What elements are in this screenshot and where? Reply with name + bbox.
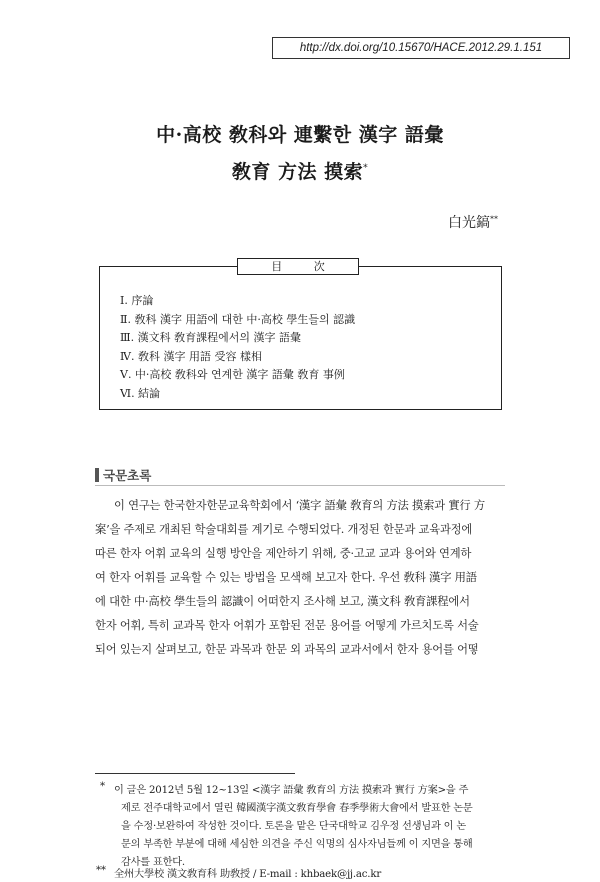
author-footnote-mark: **: [490, 214, 498, 224]
footnote-1-mark: *: [100, 781, 105, 792]
author-name: 白光鎬: [448, 215, 490, 231]
abstract-line: 되어 있는지 살펴보고, 한문 과목과 한문 외 과목의 교과서에서 한자 용어를 어떻: [95, 643, 479, 656]
toc-list: [120, 292, 355, 403]
toc-item: Ⅲ. 漢文科 敎育課程에서의 漢字 語彙: [120, 331, 301, 344]
author: [448, 212, 498, 232]
abstract-line: 案’을 주제로 개최된 학술대회를 계기로 수행되었다. 개정된 한문과 교육과정에: [95, 523, 473, 536]
toc-item: Ⅵ. 結論: [120, 386, 161, 400]
title-footnote-mark: *: [363, 163, 369, 174]
footnote-divider: [95, 773, 295, 774]
abstract-line: 이 연구는 한국한자한문교육학회에서 ‘漢字 語彙 敎育의 方法 摸索과 實行 方: [114, 499, 486, 512]
abstract-line: 한자 어휘, 특히 교과목 한자 어휘가 포함된 전문 용어를 어떻게 가르치도록 서술: [95, 619, 479, 632]
footnote-1-line: 이 글은 2012년 5월 12~13일 <漢字 語彙 敎育의 方法 摸索과 實行 方案>을 주: [114, 785, 469, 796]
toc-item: Ⅰ. 序論: [120, 294, 154, 307]
abstract-line: 에 대한 中·高校 學生들의 認識이 어떠한지 조사해 보고, 漢文科 敎育課程에서: [95, 595, 470, 608]
abstract-heading-text: 국문초록: [103, 468, 152, 483]
abstract-line: 여 한자 어휘를 교육할 수 있는 방법을 모색해 보고자 한다. 우선 敎科 漢字 用語: [95, 571, 477, 584]
toc-item: Ⅴ. 中·高校 敎科와 연계한 漢字 語彙 敎育 事例: [120, 368, 345, 381]
paper-title-line-1: 中·高校 敎科와 連繫한 漢字 語彙: [156, 124, 444, 146]
paper-title-line-2: [0, 157, 600, 184]
title-text: 敎育 方法 摸索: [231, 161, 364, 183]
footnote-2-mark: **: [96, 865, 106, 876]
toc-item: Ⅳ. 敎科 漢字 用語 受容 樣相: [120, 349, 262, 363]
toc-item: Ⅱ. 敎科 漢字 用語에 대한 中·高校 學生들의 認識: [120, 312, 356, 326]
abstract-line: 따른 한자 어휘 교육의 실행 방안을 제안하기 위해, 중·고교 교과 용어와 연계하: [95, 547, 472, 560]
footnote-2-text: 全州大學校 漢文敎育科 助敎授 / E-mail : khbaek@jj.ac.kr: [114, 869, 381, 880]
abstract-heading: [95, 466, 151, 484]
footnote-1-line: 문의 부족한 부분에 대해 세심한 의견을 주신 익명의 심사자님들께 이 지면을 통해: [121, 839, 473, 850]
toc-label: 目 次: [237, 258, 359, 275]
heading-bar-icon: [95, 468, 99, 482]
doi-link[interactable]: http://dx.doi.org/10.15670/HACE.2012.29.1.151: [272, 37, 570, 59]
footnote-1-line: 을 수정·보완하여 작성한 것이다. 토론을 맡은 단국대학교 김우정 선생님과 이 논: [121, 821, 466, 832]
footnote-1-line: 감사를 표한다.: [121, 857, 185, 868]
heading-divider: [95, 485, 505, 486]
footnote-1-line: 제로 전주대학교에서 열린 韓國漢字漢文敎育學會 春季學術大會에서 발표한 논문: [121, 803, 473, 814]
